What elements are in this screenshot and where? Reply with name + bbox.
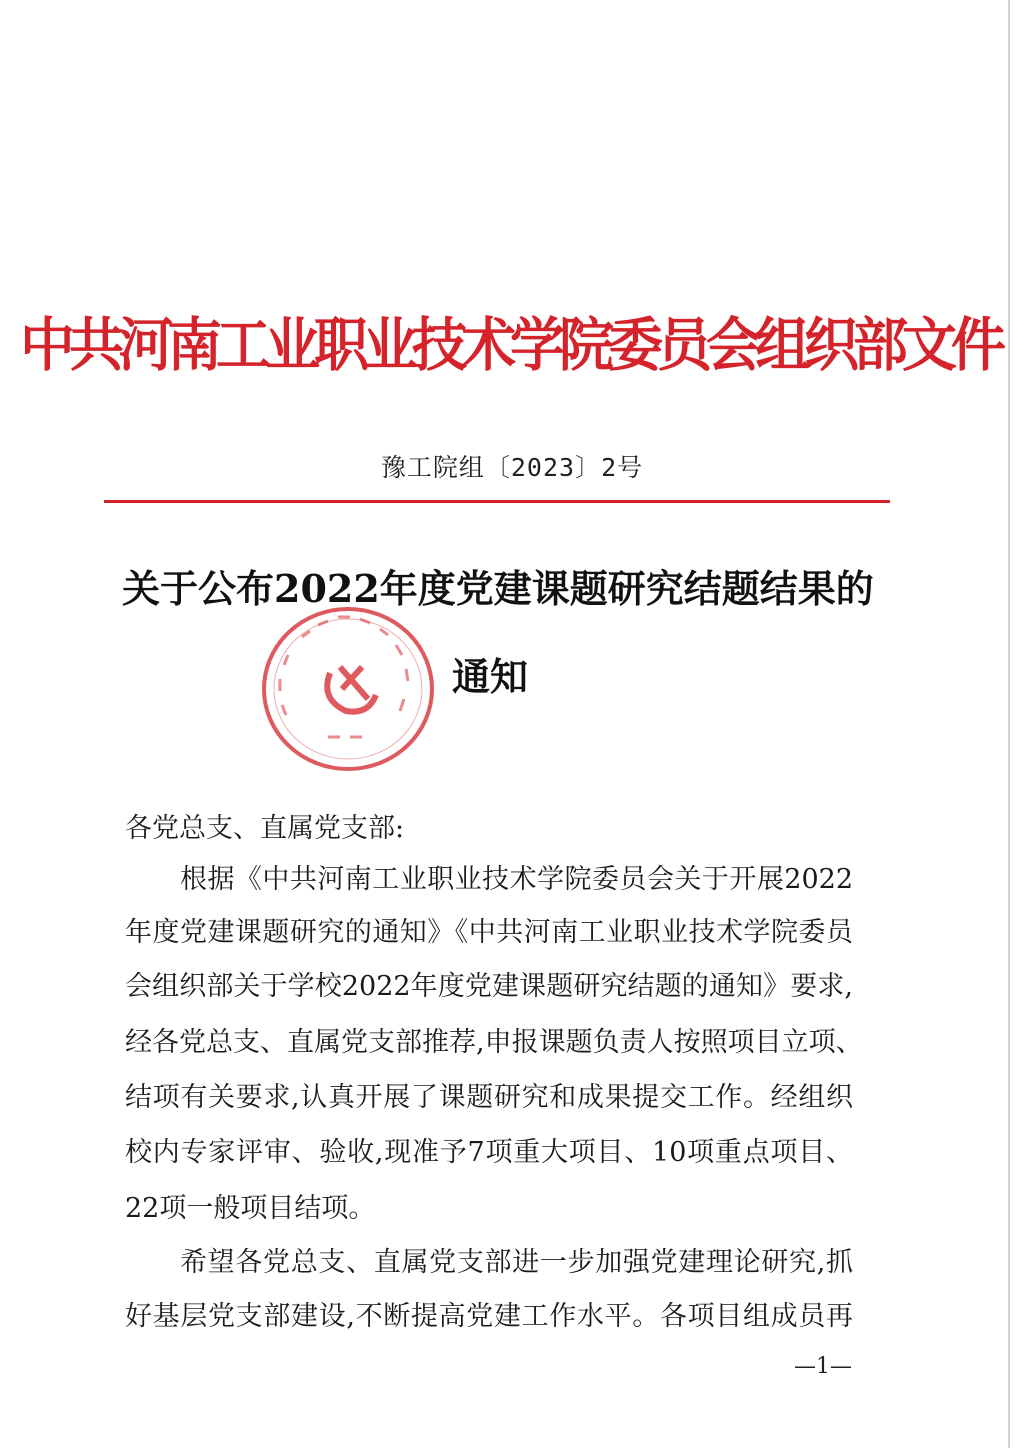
paragraph-line: 经各党总支、直属党支部推荐,申报课题负责人按照项目立项、 bbox=[125, 1027, 863, 1058]
paragraph-line: 会组织部关于学校2022年度党建课题研究结题的通知》要求, bbox=[125, 971, 853, 1002]
page-number: —1— bbox=[794, 1354, 852, 1379]
paragraph-line: 希望各党总支、直属党支部进一步加强党建理论研究,抓 bbox=[180, 1247, 853, 1278]
document-number: 豫工院组〔2023〕2号 bbox=[380, 453, 644, 482]
paragraph-line: 22项一般项目结项。 bbox=[125, 1193, 376, 1224]
salutation: 各党总支、直属党支部: bbox=[125, 813, 405, 844]
page-edge bbox=[1008, 0, 1010, 1448]
red-divider-line bbox=[104, 500, 890, 503]
document-header-title: 中共河南工业职业技术学院委员会组织部文件 bbox=[20, 311, 1001, 379]
paragraph-line: 根据《中共河南工业职业技术学院委员会关于开展2022 bbox=[180, 864, 853, 895]
official-seal-stamp bbox=[258, 603, 438, 775]
notice-title-line-2: 通知 bbox=[452, 654, 529, 699]
notice-title-line-1: 关于公布2022年度党建课题研究结题结果的 bbox=[122, 566, 874, 611]
paragraph-line: 好基层党支部建设,不断提高党建工作水平。各项目组成员再 bbox=[125, 1301, 853, 1332]
paragraph-line: 年度党建课题研究的通知》《中共河南工业职业技术学院委员 bbox=[125, 917, 853, 948]
paragraph-line: 结项有关要求,认真开展了课题研究和成果提交工作。经组织 bbox=[125, 1082, 853, 1113]
party-emblem-icon bbox=[327, 667, 376, 712]
paragraph-line: 校内专家评审、验收,现准予7项重大项目、10项重点项目、 bbox=[125, 1137, 853, 1168]
